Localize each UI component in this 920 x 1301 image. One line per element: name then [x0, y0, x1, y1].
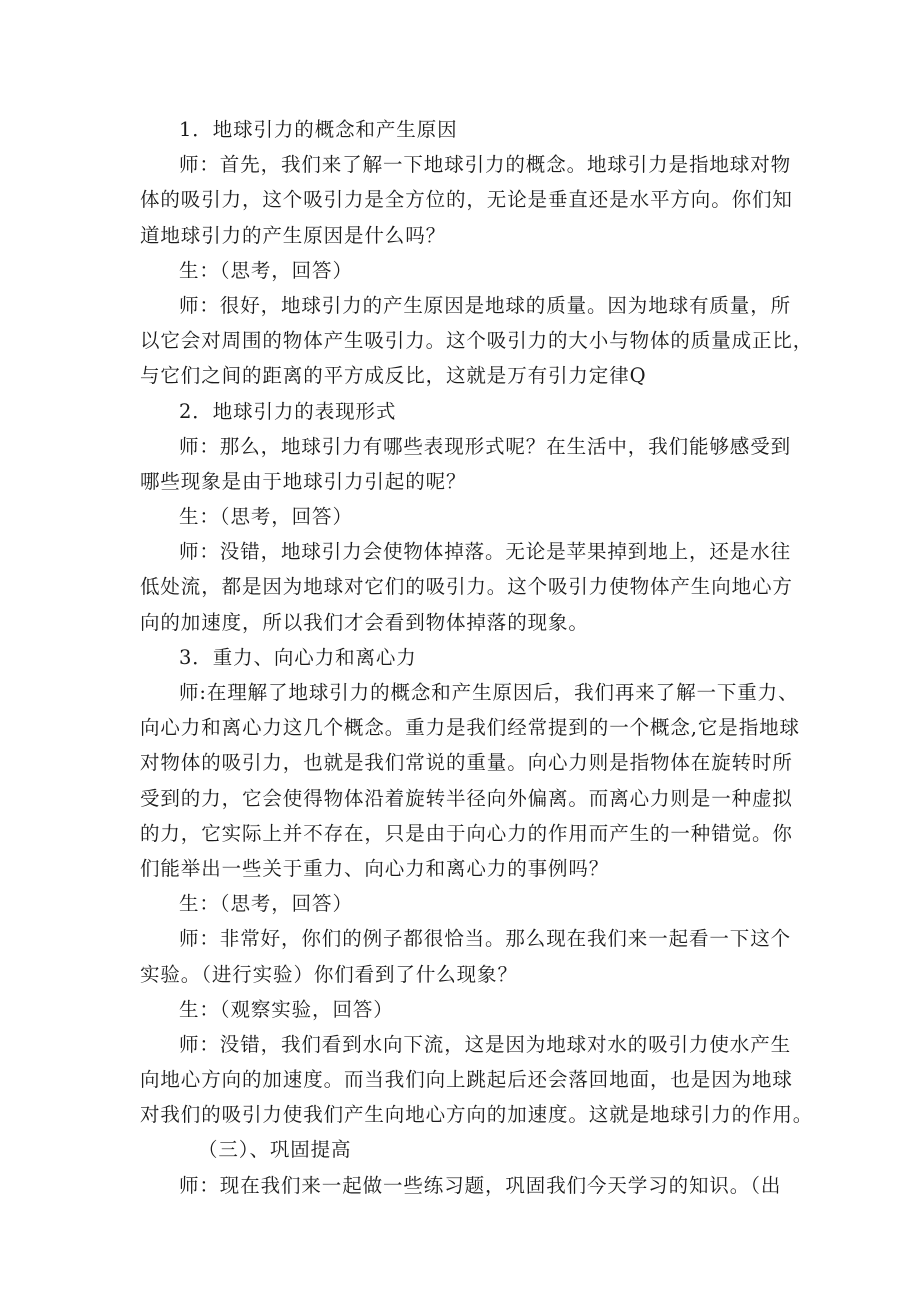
section-heading-2: 2．地球引力的表现形式 — [179, 399, 397, 423]
student-response: 生：（思考，回答） — [179, 258, 353, 282]
section-heading-1: 1．地球引力的概念和产生原因 — [179, 118, 458, 141]
paragraph-line: 的力，它实际上并不存在，只是由于向心力的作用而产生的一种错觉。你 — [140, 821, 793, 845]
student-response: 生：（思考，回答） — [179, 505, 353, 529]
paragraph-line: 师：很好，地球引力的产生原因是地球的质量。因为地球有质量，所 — [179, 293, 792, 317]
section-heading-consolidation: （三）、巩固提高 — [198, 1138, 352, 1162]
paragraph-line: 师：那么，地球引力有哪些表现形式呢？在生活中，我们能够感受到 — [179, 434, 792, 458]
paragraph-line: 向地心方向的加速度。而当我们向上跳起后还会落回地面，也是因为地球 — [140, 1068, 793, 1092]
student-response: 生：（思考，回答） — [179, 892, 353, 916]
paragraph-line: 对我们的吸引力使我们产生向地心方向的加速度。这就是地球引力的作用。 — [140, 1103, 814, 1127]
paragraph-line: 体的吸引力，这个吸引力是全方位的，无论是垂直还是水平方向。你们知 — [140, 188, 793, 212]
paragraph-line: 受到的力，它会使得物体沿着旋转半径向外偏离。而离心力则是一种虚拟 — [140, 786, 793, 810]
paragraph-line: 哪些现象是由于地球引力引起的呢？ — [140, 469, 467, 493]
paragraph-line: 师：没错，地球引力会使物体掉落。无论是苹果掉到地上，还是水往 — [179, 540, 792, 564]
section-heading-3: 3．重力、向心力和离心力 — [179, 645, 417, 669]
paragraph-line: 们能举出一些关于重力、向心力和离心力的事例吗？ — [140, 856, 610, 880]
student-response: 生：（观察实验，回答） — [179, 997, 394, 1021]
paragraph-line: 向心力和离心力这几个概念。重力是我们经常提到的一个概念,它是指地球 — [140, 716, 800, 740]
paragraph-line: 师：没错，我们看到水向下流，这是因为地球对水的吸引力使水产生 — [179, 1032, 792, 1056]
paragraph-line: 师：首先，我们来了解一下地球引力的概念。地球引力是指地球对物 — [179, 153, 792, 177]
paragraph-line: 与它们之间的距离的平方成反比，这就是万有引力定律Q — [140, 364, 647, 388]
paragraph-line: 师：非常好，你们的例子都很恰当。那么现在我们来一起看一下这个 — [179, 927, 792, 951]
paragraph-line: 向的加速度，所以我们才会看到物体掉落的现象。 — [140, 610, 589, 634]
paragraph-line: 低处流，都是因为地球对它们的吸引力。这个吸引力使物体产生向地心方 — [140, 575, 793, 599]
paragraph-line: 道地球引力的产生原因是什么吗？ — [140, 223, 447, 247]
paragraph-line: 对物体的吸引力，也就是我们常说的重量。向心力则是指物体在旋转时所 — [140, 751, 793, 775]
paragraph-line: 实验。（进行实验）你们看到了什么现象？ — [140, 962, 518, 986]
paragraph-line: 以它会对周围的物体产生吸引力。这个吸引力的大小与物体的质量成正比， — [140, 329, 814, 353]
document-page — [140, 112, 814, 1203]
paragraph-line: 师：现在我们来一起做一些练习题，巩固我们今天学习的知识。（出 — [179, 1173, 782, 1197]
paragraph-line: 师:在理解了地球引力的概念和产生原因后，我们再来了解一下重力、 — [179, 681, 799, 704]
